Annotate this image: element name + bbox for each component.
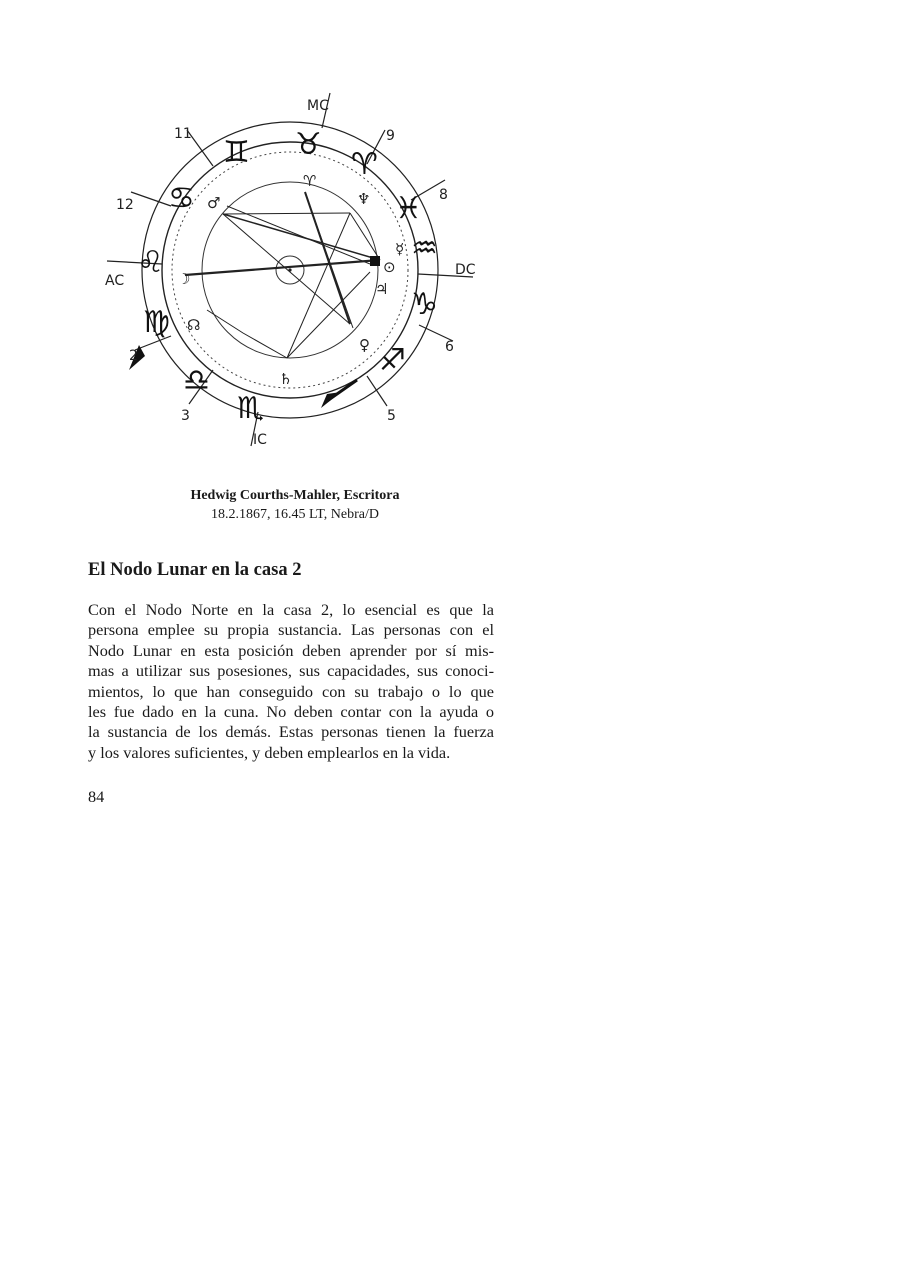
mc-label: MC: [307, 98, 329, 114]
house-number-9: 9: [386, 128, 395, 144]
sign-capricorn: ♑: [411, 287, 438, 322]
ic-label: IC: [253, 432, 267, 448]
page-number: 84: [88, 787, 105, 806]
aries-point-symbol: ♈: [303, 172, 317, 190]
section-title: El Nodo Lunar en la casa 2: [88, 560, 302, 580]
body-line: mas a utilizar sus posesiones, sus capacidades, sus conoci-: [88, 661, 494, 681]
house-number-2: 2: [129, 348, 138, 364]
sign-taurus: ♉: [295, 127, 322, 162]
mercury-symbol: ☿: [395, 240, 405, 258]
sign-aquarius: ♒: [411, 231, 438, 266]
sign-virgo: ♍: [143, 305, 170, 340]
house-number-12: 12: [116, 197, 134, 213]
moon-symbol: ☽: [177, 270, 191, 288]
sign-scorpio: ♏: [237, 391, 264, 426]
house-number-5: 5: [387, 408, 396, 424]
house-number-11: 11: [174, 126, 192, 142]
house-number-3: 3: [181, 408, 190, 424]
caption-name: Hedwig Courths-Mahler, Escritora: [190, 488, 400, 503]
venus-symbol: ♀: [359, 336, 370, 354]
body-line: Con el Nodo Norte en la casa 2, lo esencial es que la: [88, 600, 494, 619]
sign-pisces: ♓: [395, 191, 422, 226]
body-line: mientos, lo que han conseguido con su trabajo o lo que: [88, 681, 494, 701]
body-line: la sustancia de los demás. Estas personas tienen la fuerza: [88, 722, 494, 742]
caption-details: 18.2.1867, 16.45 LT, Nebra/D: [211, 507, 379, 522]
ac-label: AC: [105, 273, 125, 289]
horoscope-wheel: [95, 88, 485, 458]
neptune-symbol: ♆: [357, 190, 371, 208]
sign-cancer: ♋: [168, 181, 195, 216]
body-line: persona emplee su propia sustancia. Las personas con el: [88, 620, 494, 640]
dc-label: DC: [455, 262, 476, 278]
jupiter-symbol: ♃: [375, 280, 389, 298]
horoscope-chart: [95, 88, 485, 458]
sign-libra: ♎: [183, 363, 210, 398]
sign-gemini: ♊: [223, 135, 250, 170]
house-number-8: 8: [439, 187, 448, 203]
north-node-symbol: ☊: [187, 316, 201, 334]
house-number-6: 6: [445, 339, 454, 355]
planet-cluster-marker: [370, 256, 380, 266]
body-line: Nodo Lunar en esta posición deben aprender por sí mis-: [88, 640, 494, 660]
body-paragraph: [88, 600, 494, 763]
sun-symbol: ⊙: [383, 258, 396, 276]
sign-sagittarius: ♐: [379, 343, 406, 378]
sign-aries: ♈: [351, 147, 378, 182]
saturn-symbol: ♄: [279, 370, 293, 388]
body-line: y los valores suficientes, y deben emplearlos en la vida.: [88, 742, 451, 762]
chart-caption: [95, 486, 495, 524]
sign-leo: ♌: [137, 245, 164, 280]
mars-symbol: ♂: [207, 194, 221, 212]
body-line: les fue dado en la cuna. No deben contar con la ayuda o: [88, 702, 494, 722]
